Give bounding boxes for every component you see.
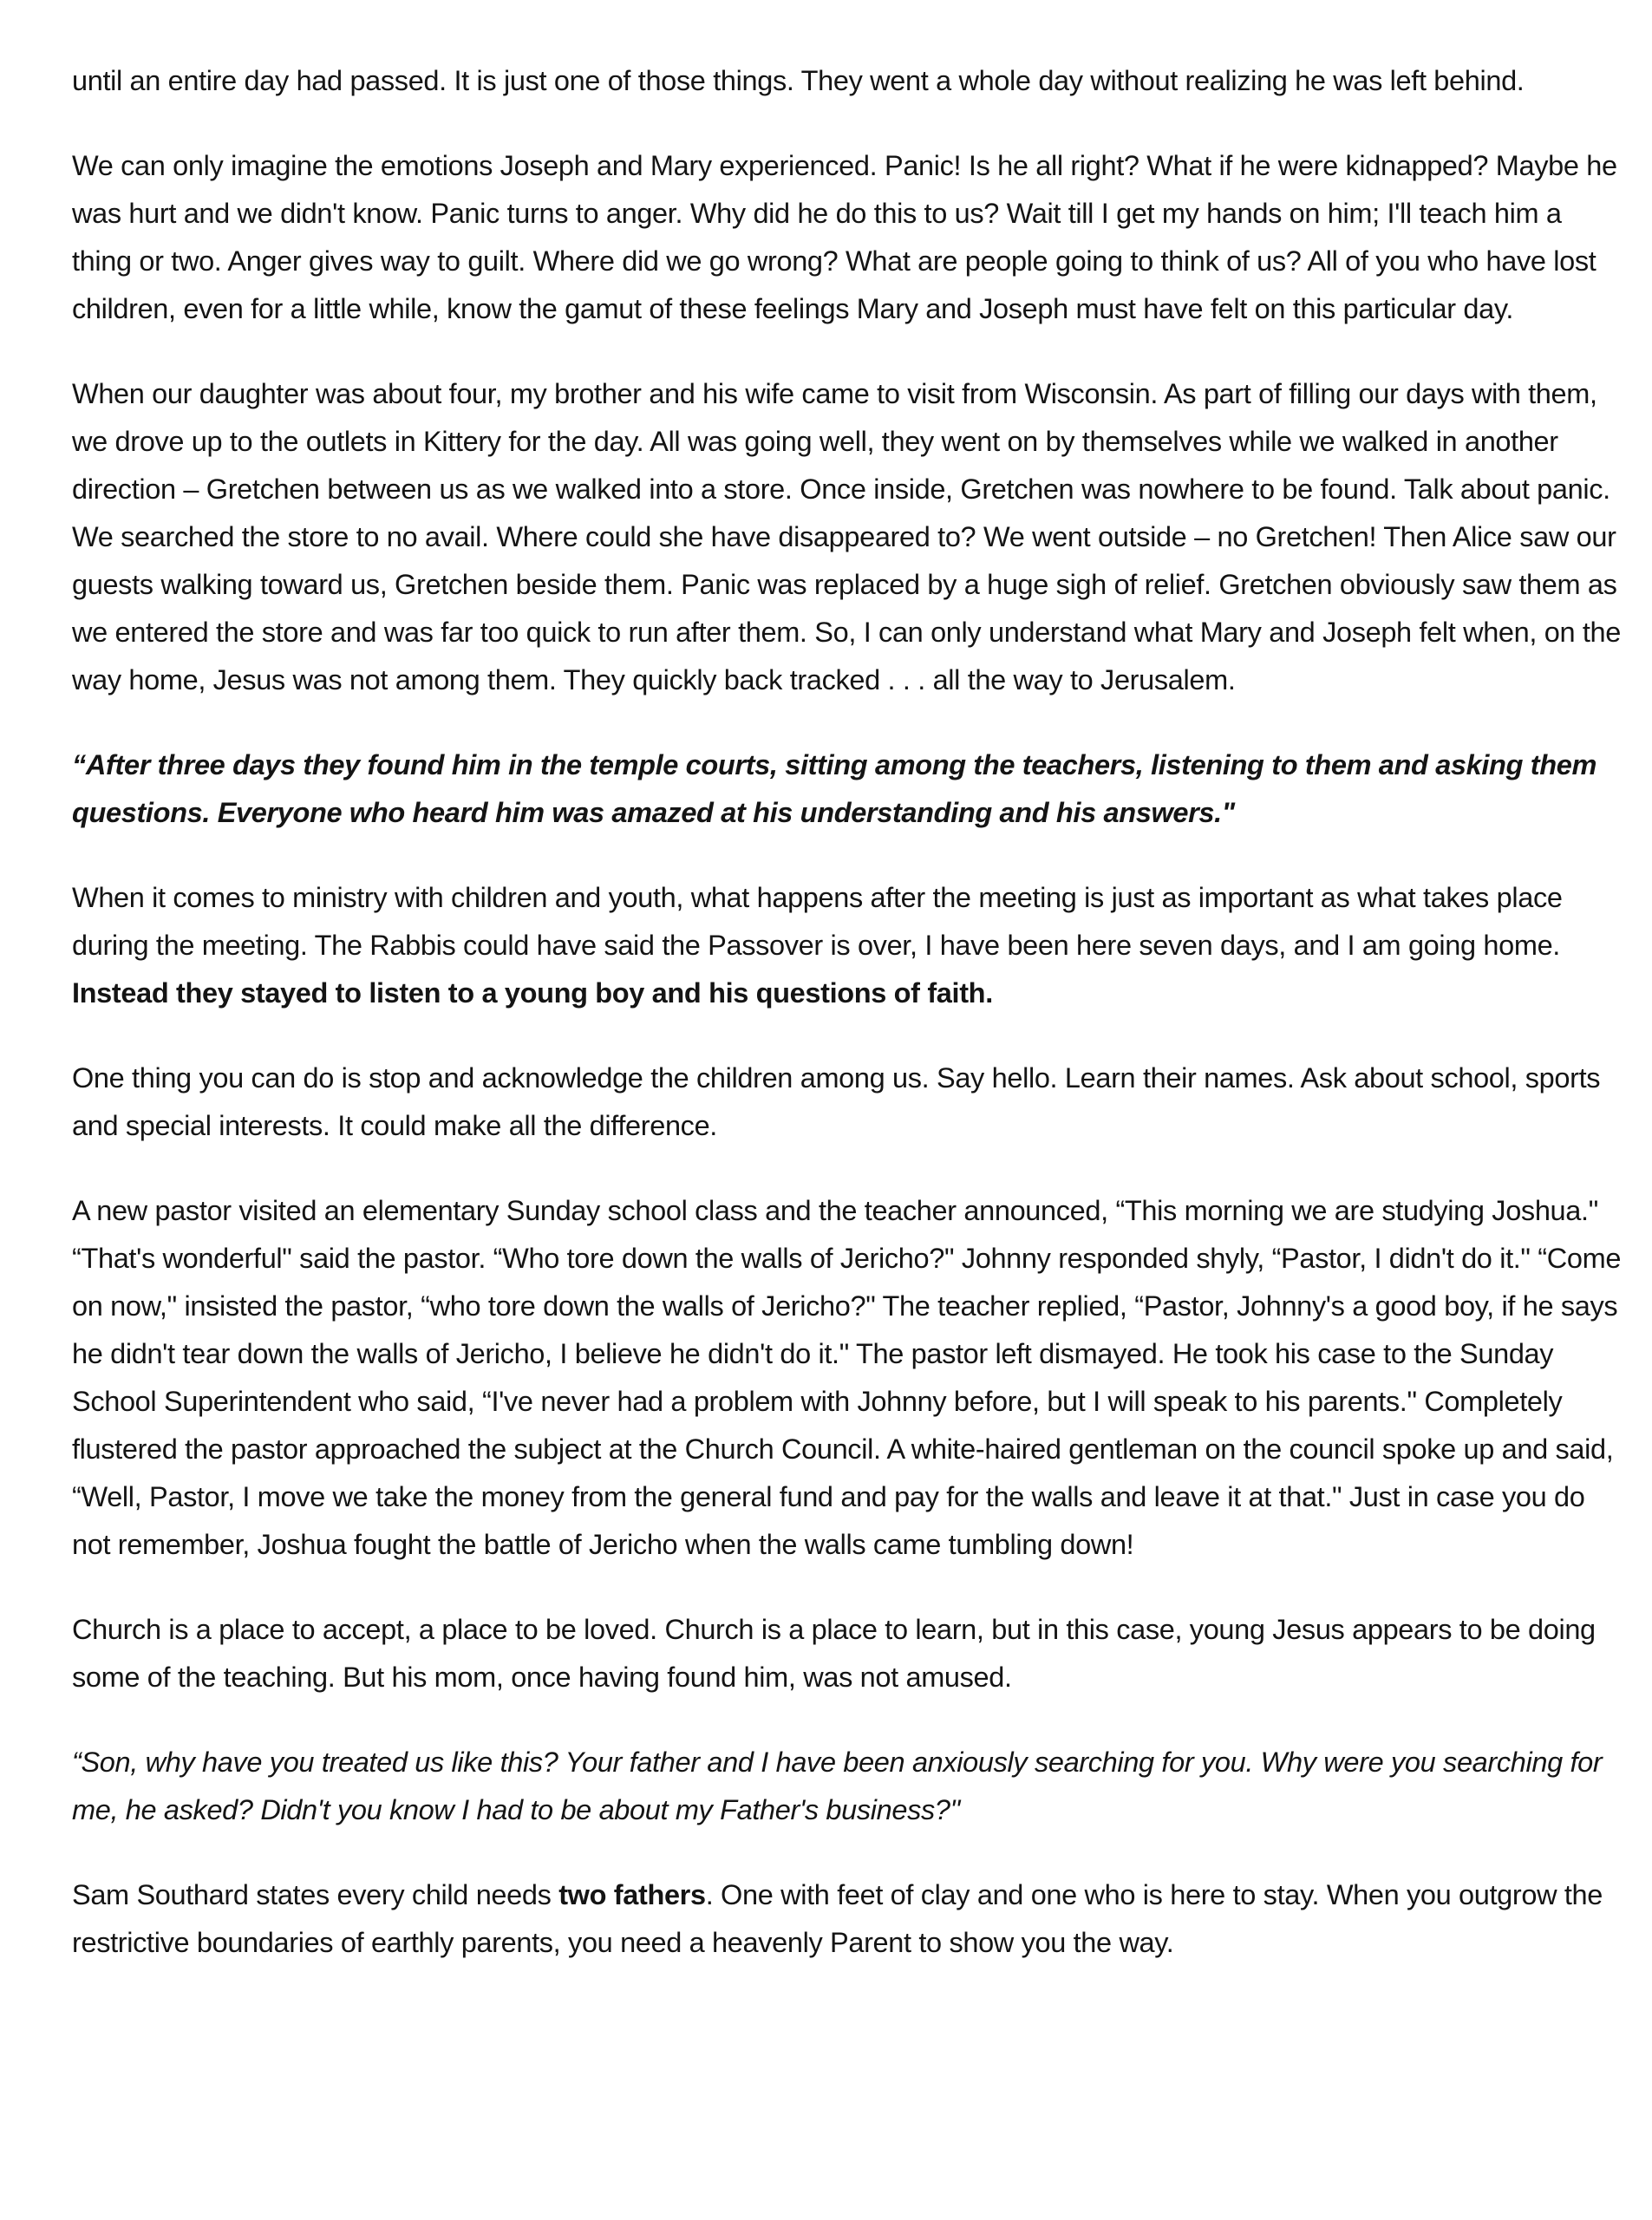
- paragraph-gretchen-story: When our daughter was about four, my brother and his wife came to visit from Wisconsin. As part of filling our days with them, we drove up to the outlets in Kittery for the day. All was going well, they went on by themselves while we walked in another direction – Gretchen between us as we walked into a store. Once inside, Gretchen was nowhere to be found. Talk about panic. We searched the store to no avail. Where could she have disappeared to? We went outside – no Gretchen! Then Alice saw our guests walking toward us, Gretchen beside them. Panic was replaced by a huge sigh of relief. Gretchen obviously saw them as we entered the store and was far too quick to run after them. So, I can only understand what Mary and Joseph felt when, on the way home, Jesus was not among them. They quickly back tracked . . . all the way to Jerusalem.: [72, 378, 1621, 695]
- paragraph-acknowledge-children: One thing you can do is stop and acknowledge the children among us. Say hello. Learn their names. Ask about school, sports and special interests. It could make all the difference.: [72, 1062, 1601, 1141]
- ministry-bold-text: Instead they stayed to listen to a young boy and his questions of faith.: [72, 977, 993, 1009]
- two-fathers-bold: two fathers: [558, 1879, 706, 1910]
- paragraph-church-place: Church is a place to accept, a place to be loved. Church is a place to learn, but in this case, young Jesus appears to be doing some of the teaching. But his mom, once having found him, was not amused.: [72, 1614, 1596, 1693]
- scripture-quote-son: “Son, why have you treated us like this? Your father and I have been anxiously searching for you. Why were you searching for me, he asked? Didn't you know I had to be about my Father's business?": [72, 1747, 1603, 1825]
- paragraph-ministry: [72, 874, 1624, 1017]
- two-fathers-text-after: . One with feet of clay and one who is here to stay. When you outgrow the restrictive boundaries of earthly parents, you need a heavenly Parent to show you the way.: [72, 1879, 1603, 1958]
- paragraph-left-behind: until an entire day had passed. It is just one of those things. They went a whole day without realizing he was left behind.: [72, 65, 1525, 96]
- paragraph-jericho-story: A new pastor visited an elementary Sunday school class and the teacher announced, “This morning we are studying Joshua." “That's wonderful" said the pastor. “Who tore down the walls of Jericho?" Johnny responded shyly, “Pastor, I didn't do it." “Come on now," insisted the pastor, “who tore down the walls of Jericho?" The teacher replied, “Pastor, Johnny's a good boy, if he says he didn't tear down the walls of Jericho, I believe he didn't do it." The pastor left dismayed. He took his case to the Sunday School Superintendent who said, “I've never had a problem with Johnny before, but I will speak to his parents." Completely flustered the pastor approached the subject at the Church Council. A white-haired gentleman on the council spoke up and said, “Well, Pastor, I move we take the money from the general fund and pay for the walls and leave it at that." Just in case you do not remember, Joshua fought the battle of Jericho when the walls came tumbling down!: [72, 1195, 1622, 1560]
- paragraph-emotions: We can only imagine the emotions Joseph and Mary experienced. Panic! Is he all right? What if he were kidnapped? Maybe he was hurt and we didn't know. Panic turns to anger. Why did he do this to us? Wait till I get my hands on him; I'll teach him a thing or two. Anger gives way to guilt. Where did we go wrong? What are people going to think of us? All of you who have lost children, even for a little while, know the gamut of these feelings Mary and Joseph must have felt on this particular day.: [72, 150, 1617, 324]
- two-fathers-text-before: Sam Southard states every child needs: [72, 1879, 559, 1910]
- document-page: [72, 57, 1624, 2004]
- paragraph-two-fathers: [72, 1871, 1624, 1967]
- ministry-text: When it comes to ministry with children and youth, what happens after the meeting is just as important as what takes place during the meeting. The Rabbis could have said the Passover is over, I have been here seven days, and I am going home.: [72, 882, 1563, 961]
- scripture-quote-temple: “After three days they found him in the temple courts, sitting among the teachers, listening to them and asking them questions. Everyone who heard him was amazed at his understanding and his answers.": [72, 749, 1596, 828]
